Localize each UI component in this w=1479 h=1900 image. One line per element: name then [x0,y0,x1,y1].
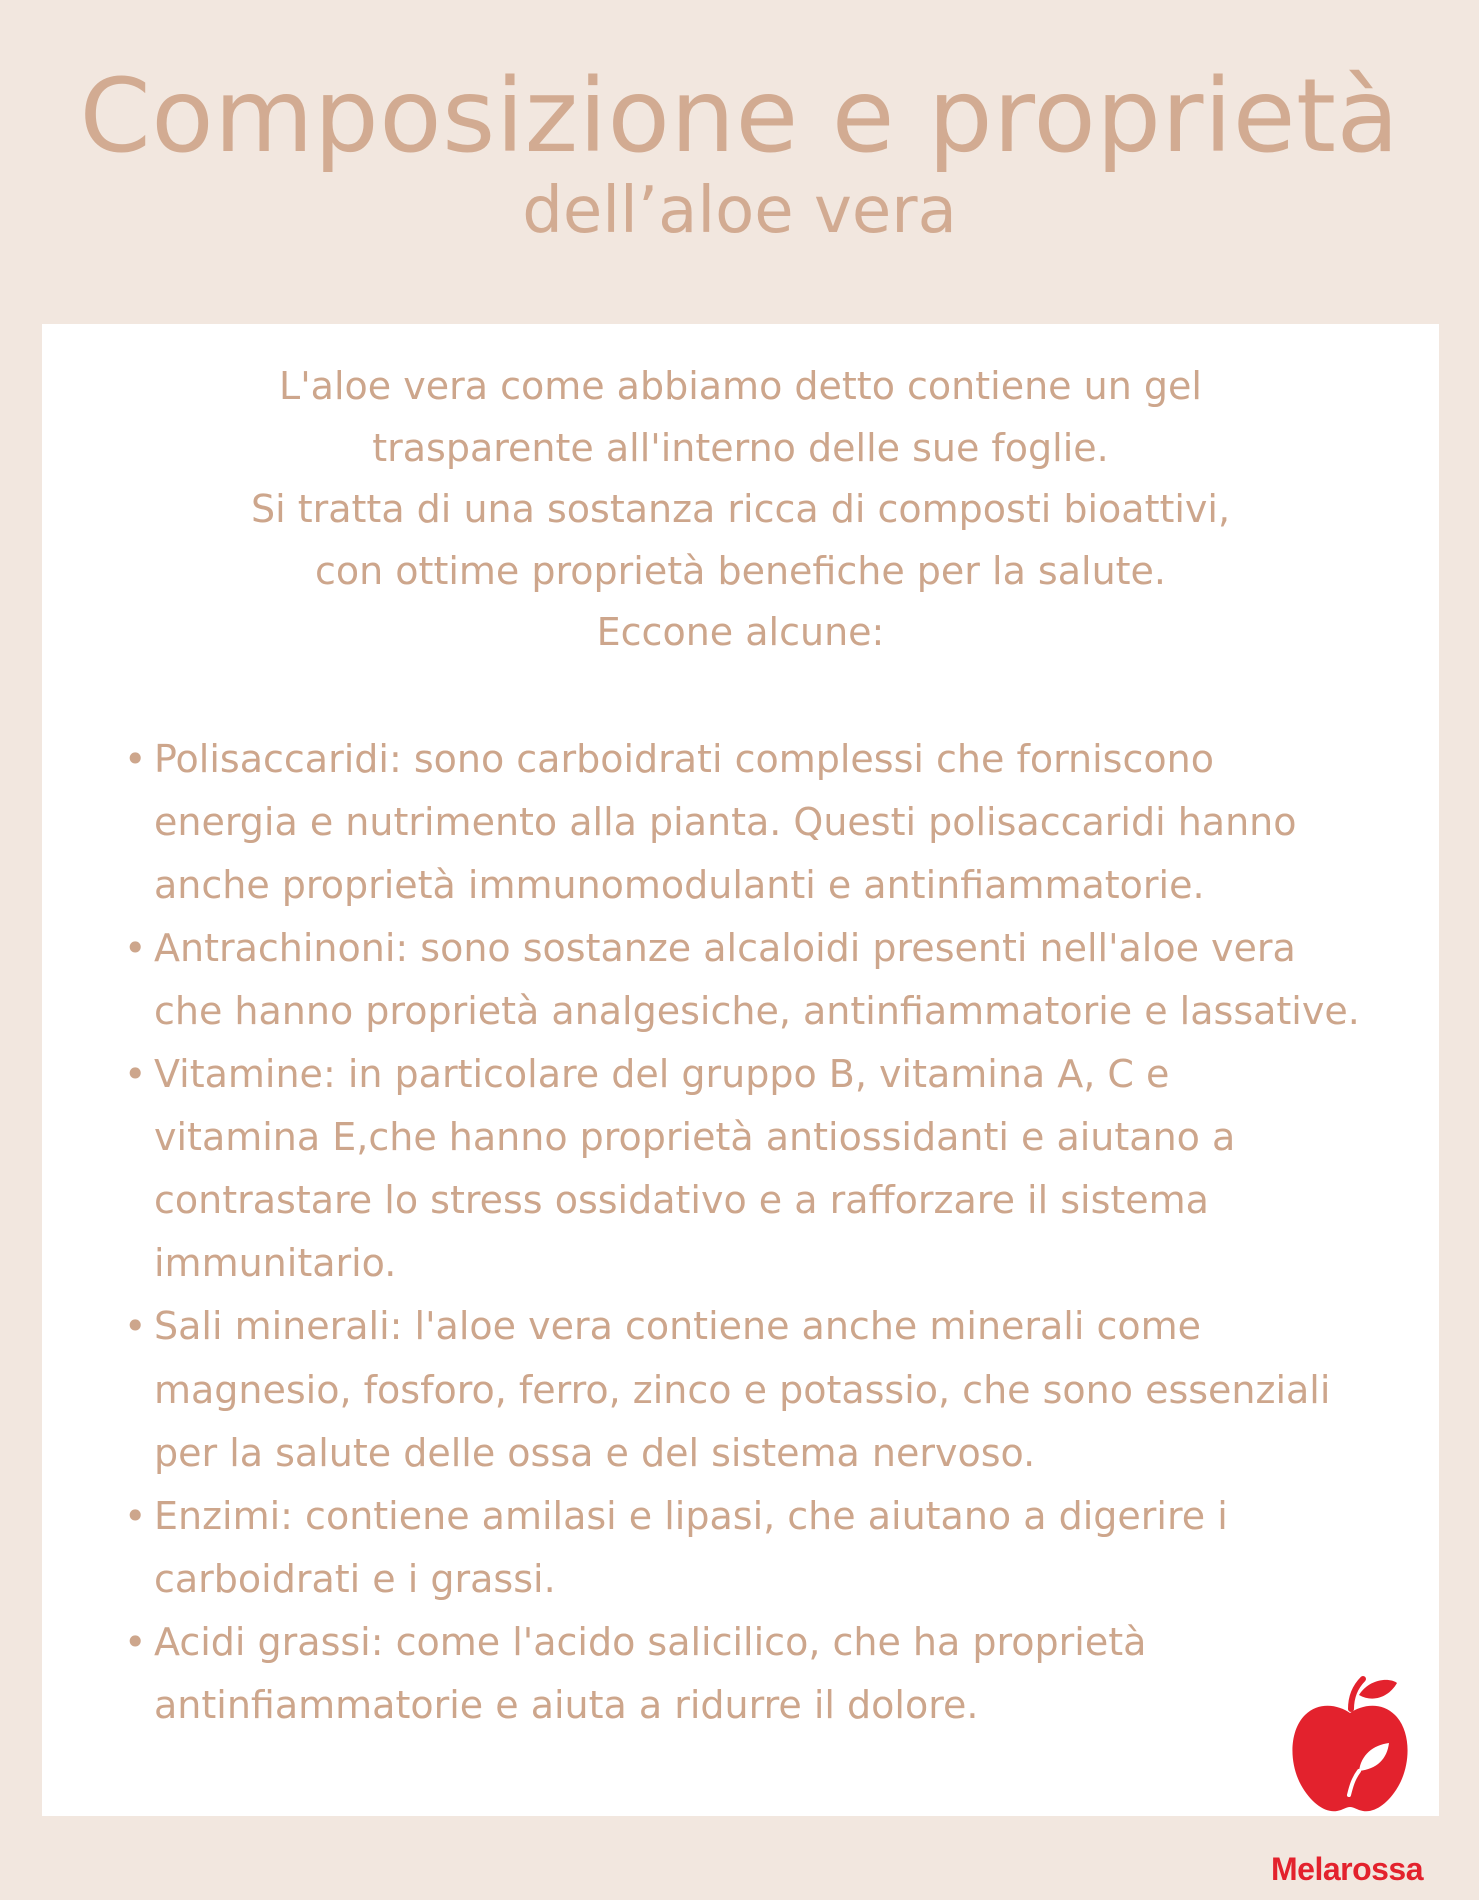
content-card [42,324,1439,1816]
intro-line: con ottime proprietà benefiche per la salute. [314,548,1167,593]
list-item-enzimi [124,1485,1381,1611]
list-item-line: anche proprietà immunomodulanti e antinfiammatorie. [154,862,1205,907]
intro-line: trasparente all'interno delle sue foglie. [372,425,1109,470]
properties-list [100,728,1381,1737]
list-item-vitamine [124,1043,1381,1295]
bullet-icon: • [124,1304,147,1349]
list-item-line: che hanno proprietà analgesiche, antinfiammatorie e lassative. [154,989,1360,1034]
page-title: Composizione e proprietà [79,57,1400,176]
list-item-acidi-grassi [124,1611,1381,1737]
list-item-line: vitamina E,che hanno proprietà antiossidanti e aiutano a [154,1115,1236,1160]
bullet-icon: • [124,1493,147,1538]
list-item-line: Antrachinoni: sono sostanze alcaloidi presenti nell'aloe vera [154,925,1296,970]
list-item-line: carboidrati e i grassi. [154,1556,556,1601]
list-item-line: magnesio, fosforo, ferro, zinco e potassio, che sono essenziali [154,1367,1331,1412]
bullet-icon: • [124,736,147,781]
intro-line: Si tratta di una sostanza ricca di composti bioattivi, [250,487,1231,532]
list-item-line: Sali minerali: l'aloe vera contiene anche minerali come [154,1304,1202,1349]
list-item-line: per la salute delle ossa e del sistema nervoso. [154,1430,1036,1475]
page-header [0,57,1479,249]
list-item-line: Polisaccaridi: sono carboidrati complessi che forniscono [154,736,1214,781]
brand-name: Melarossa [1270,1851,1424,1887]
page-subtitle: dell’aloe vera [522,174,957,249]
intro-line: L'aloe vera come abbiamo detto contiene un gel [279,364,1202,408]
list-item-line: immunitario. [154,1241,397,1286]
intro-line: Eccone alcune: [596,610,885,655]
bullet-icon: • [124,925,147,970]
list-item-polisaccaridi [124,728,1381,917]
list-item-line: Acidi grassi: come l'acido salicilico, che ha proprietà [154,1619,1147,1664]
list-item-line: Vitamine: in particolare del gruppo B, vitamina A, C e [154,1052,1170,1097]
list-item-line: Enzimi: contiene amilasi e lipasi, che aiutano a digerire i [154,1493,1228,1538]
list-item-line: antinfiammatorie e aiuta a ridurre il dolore. [154,1682,979,1727]
red-apple-logo-icon [1285,1675,1415,1815]
bullet-icon: • [124,1619,147,1664]
list-item-line: energia e nutrimento alla pianta. Questi polisaccaridi hanno [154,799,1297,844]
brand-logo [1257,1675,1437,1895]
list-item-sali-minerali [124,1295,1381,1484]
intro-paragraph [100,356,1381,664]
list-item-antrachinoni [124,917,1381,1043]
list-item-line: contrastare lo stress ossidativo e a rafforzare il sistema [154,1178,1209,1223]
bullet-icon: • [124,1052,147,1097]
